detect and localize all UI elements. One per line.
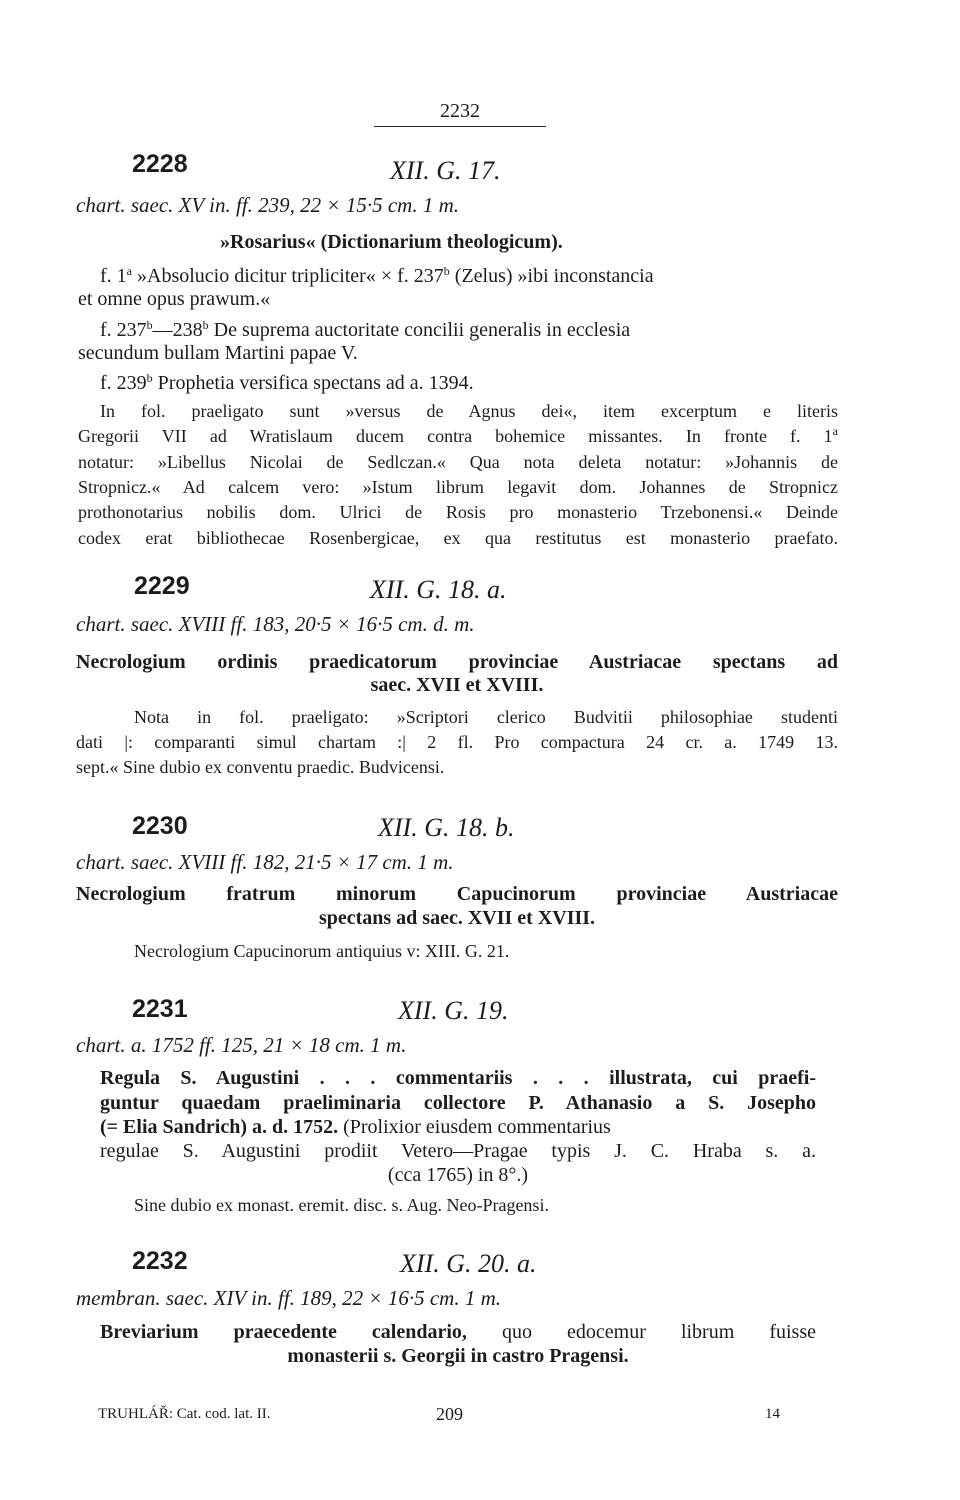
header-rule <box>374 126 546 127</box>
codex-title: (cca 1765) in 8°.) <box>387 1164 529 1186</box>
codex-description: membran. saec. XIV in. ff. 189, 22 × 16·5 cm. 1 m. <box>76 1286 501 1310</box>
codex-description: chart. saec. XVIII ff. 183, 20·5 × 16·5 cm. d. m. <box>76 612 475 636</box>
running-page-number: 2232 <box>440 100 480 122</box>
codex-title: »Rosarius« (Dictionarium theologicum). <box>220 231 563 253</box>
footer-signature-mark: 14 <box>765 1406 780 1422</box>
note-line: notatur: »Libellus Nicolai de Sedlczan.« Qua nota deleta notatur: »Johannis de <box>78 452 838 472</box>
footer-page-number: 209 <box>436 1404 463 1424</box>
entry-number: 2230 <box>132 812 188 840</box>
entry-number: 2231 <box>132 995 188 1023</box>
note-line: Sine dubio ex monast. eremit. disc. s. Aug. Neo-Pragensi. <box>134 1195 549 1215</box>
entry-number: 2229 <box>134 572 190 600</box>
footer-reference: TRUHLÁŘ: Cat. cod. lat. II. <box>98 1406 271 1422</box>
note-line: Nota in fol. praeligato: »Scriptori clerico Budvitii philosophiae studenti <box>134 707 838 727</box>
codex-title: (= Elia Sandrich) a. d. 1752. (Prolixior eiusdem commentarius <box>100 1116 611 1138</box>
content-line: f. 239$^b$ Prophetia versifica spectans ad a. 1394. <box>100 371 474 394</box>
note-line: Necrologium Capucinorum antiquius v: XIII. G. 21. <box>134 941 510 961</box>
content-line: f. 1$^a$ »Absolucio dicitur tripliciter« × f. 237$^b$ (Zelus) »ibi inconstancia <box>100 264 654 287</box>
codex-description: chart. a. 1752 ff. 125, 21 × 18 cm. 1 m. <box>76 1033 407 1057</box>
codex-title: Breviarium praecedente calendario, quo edocemur librum fuisse <box>100 1321 816 1343</box>
note-line: sept.« Sine dubio ex conventu praedic. Budvicensi. <box>76 757 445 777</box>
codex-title: monasterii s. Georgii in castro Pragensi. <box>287 1345 629 1367</box>
note-line: Gregorii VII ad Wratislaum ducem contra bohemice missantes. In fronte f. 1$^a$ <box>78 424 838 446</box>
codex-title: regulae S. Augustini prodiit Vetero—Pragae typis J. C. Hraba s. a. <box>100 1140 816 1162</box>
codex-title: saec. XVII et XVIII. <box>370 674 544 696</box>
shelf-mark: XII. G. 18. a. <box>370 575 507 604</box>
codex-title: guntur quaedam praeliminaria collectore P. Athanasio a S. Josepho <box>100 1092 816 1114</box>
shelf-mark: XII. G. 18. b. <box>378 813 515 842</box>
shelf-mark: XII. G. 17. <box>390 156 501 185</box>
codex-description: chart. saec. XVIII ff. 182, 21·5 × 17 cm. 1 m. <box>76 850 454 874</box>
codex-title: Regula S. Augustini . . . commentariis . . . illustrata, cui praefi- <box>100 1067 816 1089</box>
codex-title: Necrologium ordinis praedicatorum provinciae Austriacae spectans ad <box>76 651 838 673</box>
note-line: prothonotarius nobilis dom. Ulrici de Rosis pro monasterio Trzebonensi.« Deinde <box>78 502 838 522</box>
shelf-mark: XII. G. 19. <box>398 996 509 1025</box>
content-line: secundum bullam Martini papae V. <box>78 342 358 364</box>
codex-title: spectans ad saec. XVII et XVIII. <box>318 907 596 929</box>
codex-title: Necrologium fratrum minorum Capucinorum provinciae Austriacae <box>76 883 838 905</box>
note-line: In fol. praeligato sunt »versus de Agnus dei«, item excerptum e literis <box>100 401 838 421</box>
entry-number: 2232 <box>132 1247 188 1275</box>
note-line: Stropnicz.« Ad calcem vero: »Istum librum legavit dom. Johannes de Stropnicz <box>78 477 838 497</box>
shelf-mark: XII. G. 20. a. <box>400 1249 537 1278</box>
note-line: dati |: comparanti simul chartam :| 2 fl. Pro compactura 24 cr. a. 1749 13. <box>76 732 838 752</box>
note-line: codex erat bibliothecae Rosenbergicae, ex qua restitutus est monasterio praefato. <box>78 528 838 548</box>
content-line: et omne opus prawum.« <box>78 288 271 310</box>
entry-number: 2228 <box>132 150 188 178</box>
codex-description: chart. saec. XV in. ff. 239, 22 × 15·5 cm. 1 m. <box>76 193 459 217</box>
content-line: f. 237$^b$—238$^b$ De suprema auctoritate concilii generalis in ecclesia <box>100 318 631 341</box>
